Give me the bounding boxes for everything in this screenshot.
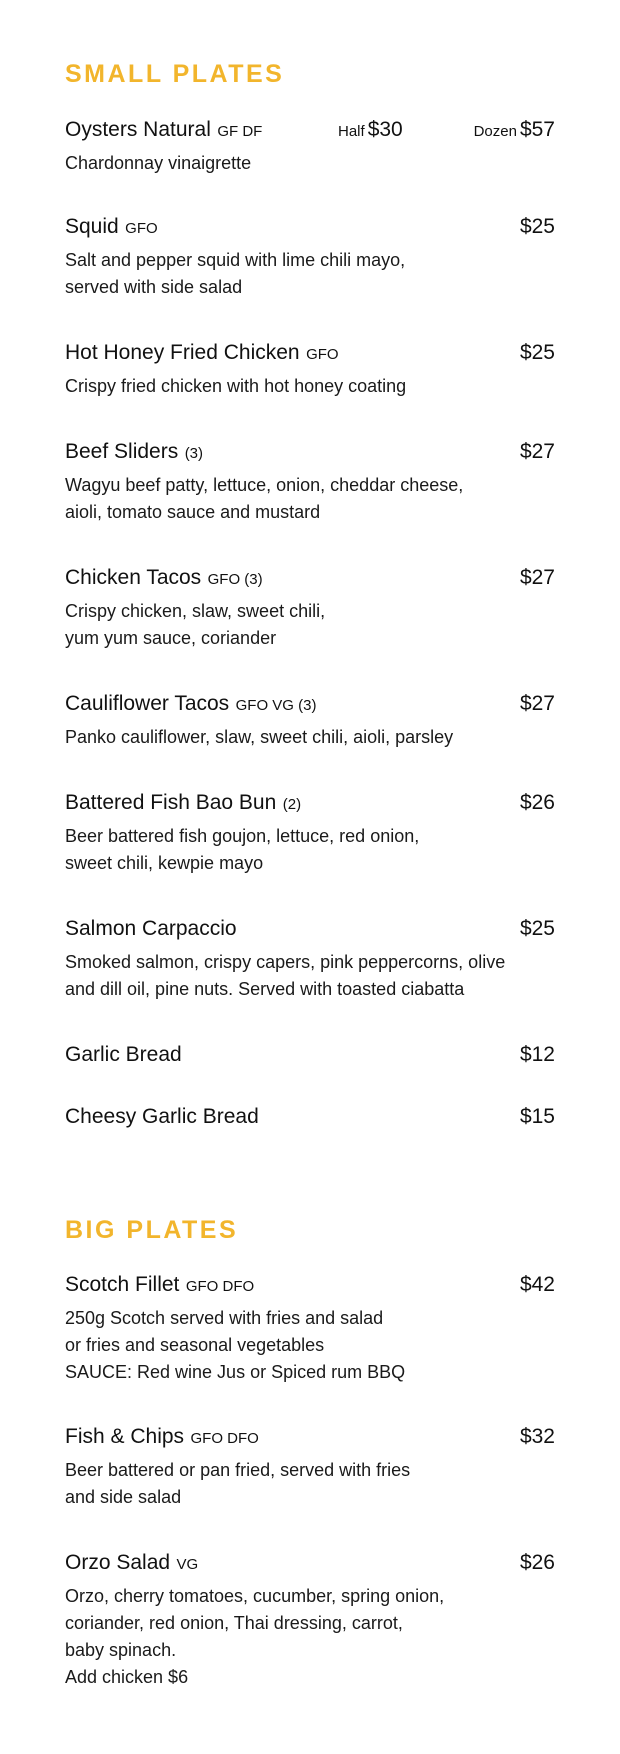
menu-item-salmon-carpaccio: [65, 914, 555, 1003]
menu-item-hot-honey-fried-chicken: [65, 338, 555, 400]
description-line: or fries and seasonal vegetables: [65, 1335, 325, 1355]
description-line: Panko cauliflower, slaw, sweet chili, aioli, parsley: [65, 727, 454, 747]
menu-item-oysters: [65, 115, 555, 177]
item-header: [65, 437, 555, 467]
item-description: [65, 598, 555, 652]
item-name: Hot Honey Fried Chicken: [65, 341, 300, 364]
item-price: $25: [519, 215, 555, 238]
description-line: Beer battered or pan fried, served with fries: [65, 1460, 411, 1480]
menu-item-cheesy-garlic-bread: [65, 1102, 555, 1132]
description-line: baby spinach.: [65, 1640, 177, 1660]
item-name: Oysters Natural: [65, 118, 211, 141]
item-description: [65, 724, 555, 751]
item-name: Fish & Chips: [65, 1425, 185, 1448]
item-price: $42: [519, 1273, 555, 1296]
description-line: Crispy fried chicken with hot honey coating: [65, 376, 407, 396]
dozen-label: Dozen: [473, 123, 517, 140]
item-dietary-tags: GFO DFO: [185, 1278, 255, 1295]
item-description: [65, 150, 555, 177]
small-plates-heading: SMALL PLATES: [65, 60, 285, 88]
item-description: [65, 247, 555, 301]
item-description: [65, 1583, 555, 1691]
item-name: Orzo Salad: [65, 1551, 171, 1574]
item-header: [65, 115, 555, 145]
item-price: $27: [519, 440, 555, 463]
item-dietary-tags: GFO: [125, 220, 158, 237]
item-name: Scotch Fillet: [65, 1273, 180, 1296]
description-line: 250g Scotch served with fries and salad: [65, 1308, 384, 1328]
item-name: Cauliflower Tacos: [65, 692, 230, 715]
description-line: Chardonnay vinaigrette: [65, 153, 252, 173]
menu-item-cauliflower-tacos: [65, 689, 555, 751]
item-header: [65, 788, 555, 818]
item-description: [65, 949, 555, 1003]
item-name: Squid: [65, 215, 119, 238]
description-line: and dill oil, pine nuts. Served with toasted ciabatta: [65, 979, 465, 999]
item-header: [65, 1548, 555, 1578]
item-name: Garlic Bread: [65, 1043, 182, 1066]
menu-item-orzo-salad: [65, 1548, 555, 1691]
item-dietary-tags: GFO VG (3): [235, 697, 317, 714]
item-header: [65, 1422, 555, 1452]
description-line: Add chicken $6: [65, 1667, 189, 1687]
item-dietary-tags: (3): [184, 445, 204, 462]
description-line: sweet chili, kewpie mayo: [65, 853, 264, 873]
item-name: Battered Fish Bao Bun: [65, 791, 277, 814]
item-price: $15: [519, 1105, 555, 1128]
dozen-price: [474, 115, 555, 147]
description-line: yum yum sauce, coriander: [65, 628, 277, 648]
item-description: [65, 1457, 555, 1511]
item-header: [65, 689, 555, 719]
item-header: [65, 1040, 555, 1070]
item-price: $25: [519, 341, 555, 364]
description-line: coriander, red onion, Thai dressing, carrot,: [65, 1613, 403, 1633]
item-price: $27: [519, 692, 555, 715]
item-header: [65, 212, 555, 242]
item-price: $25: [519, 917, 555, 940]
item-dietary-tags: VG: [176, 1556, 199, 1573]
item-header: [65, 914, 555, 944]
description-line: Beer battered fish goujon, lettuce, red onion,: [65, 826, 420, 846]
item-name: Salmon Carpaccio: [65, 917, 237, 940]
item-dietary-tags: GFO: [306, 346, 339, 363]
item-description: [65, 823, 555, 877]
item-dietary-tags: GFO DFO: [190, 1430, 259, 1447]
menu-item-battered-fish-bao-bun: [65, 788, 555, 877]
description-line: SAUCE: Red wine Jus or Spiced rum BBQ: [65, 1362, 406, 1382]
item-name: Cheesy Garlic Bread: [65, 1105, 259, 1128]
item-price: $12: [519, 1043, 555, 1066]
item-name: Beef Sliders: [65, 440, 179, 463]
half-label: Half: [338, 123, 365, 140]
description-line: Salt and pepper squid with lime chili mayo,: [65, 250, 406, 270]
item-name: Chicken Tacos: [65, 566, 202, 589]
menu-item-squid: [65, 212, 555, 301]
half-price: [338, 115, 403, 147]
dozen-price-value: $57: [519, 118, 555, 141]
item-header: [65, 1102, 555, 1132]
description-line: and side salad: [65, 1487, 182, 1507]
item-price: $26: [519, 1551, 555, 1574]
item-description: [65, 373, 555, 400]
menu-item-chicken-tacos: [65, 563, 555, 652]
item-header: [65, 563, 555, 593]
description-line: Smoked salmon, crispy capers, pink peppercorns, olive: [65, 952, 506, 972]
description-line: Crispy chicken, slaw, sweet chili,: [65, 601, 326, 621]
item-price: $27: [519, 566, 555, 589]
item-dietary-tags: GF DF: [217, 123, 263, 140]
item-price: $26: [519, 791, 555, 814]
item-dietary-tags: GFO (3): [207, 571, 263, 588]
description-line: Wagyu beef patty, lettuce, onion, cheddar cheese,: [65, 475, 464, 495]
description-line: served with side salad: [65, 277, 243, 297]
item-price: $32: [519, 1425, 555, 1448]
item-header: [65, 1270, 555, 1300]
menu-item-scotch-fillet: [65, 1270, 555, 1386]
big-plates-heading: BIG PLATES: [65, 1216, 239, 1244]
menu-item-beef-sliders: [65, 437, 555, 526]
menu-item-garlic-bread: [65, 1040, 555, 1070]
half-price-value: $30: [367, 118, 403, 141]
description-line: Orzo, cherry tomatoes, cucumber, spring onion,: [65, 1586, 445, 1606]
item-dietary-tags: (2): [282, 796, 302, 813]
menu-item-fish-and-chips: [65, 1422, 555, 1511]
item-description: [65, 1305, 555, 1386]
item-header: [65, 338, 555, 368]
description-line: aioli, tomato sauce and mustard: [65, 502, 321, 522]
item-description: [65, 472, 555, 526]
